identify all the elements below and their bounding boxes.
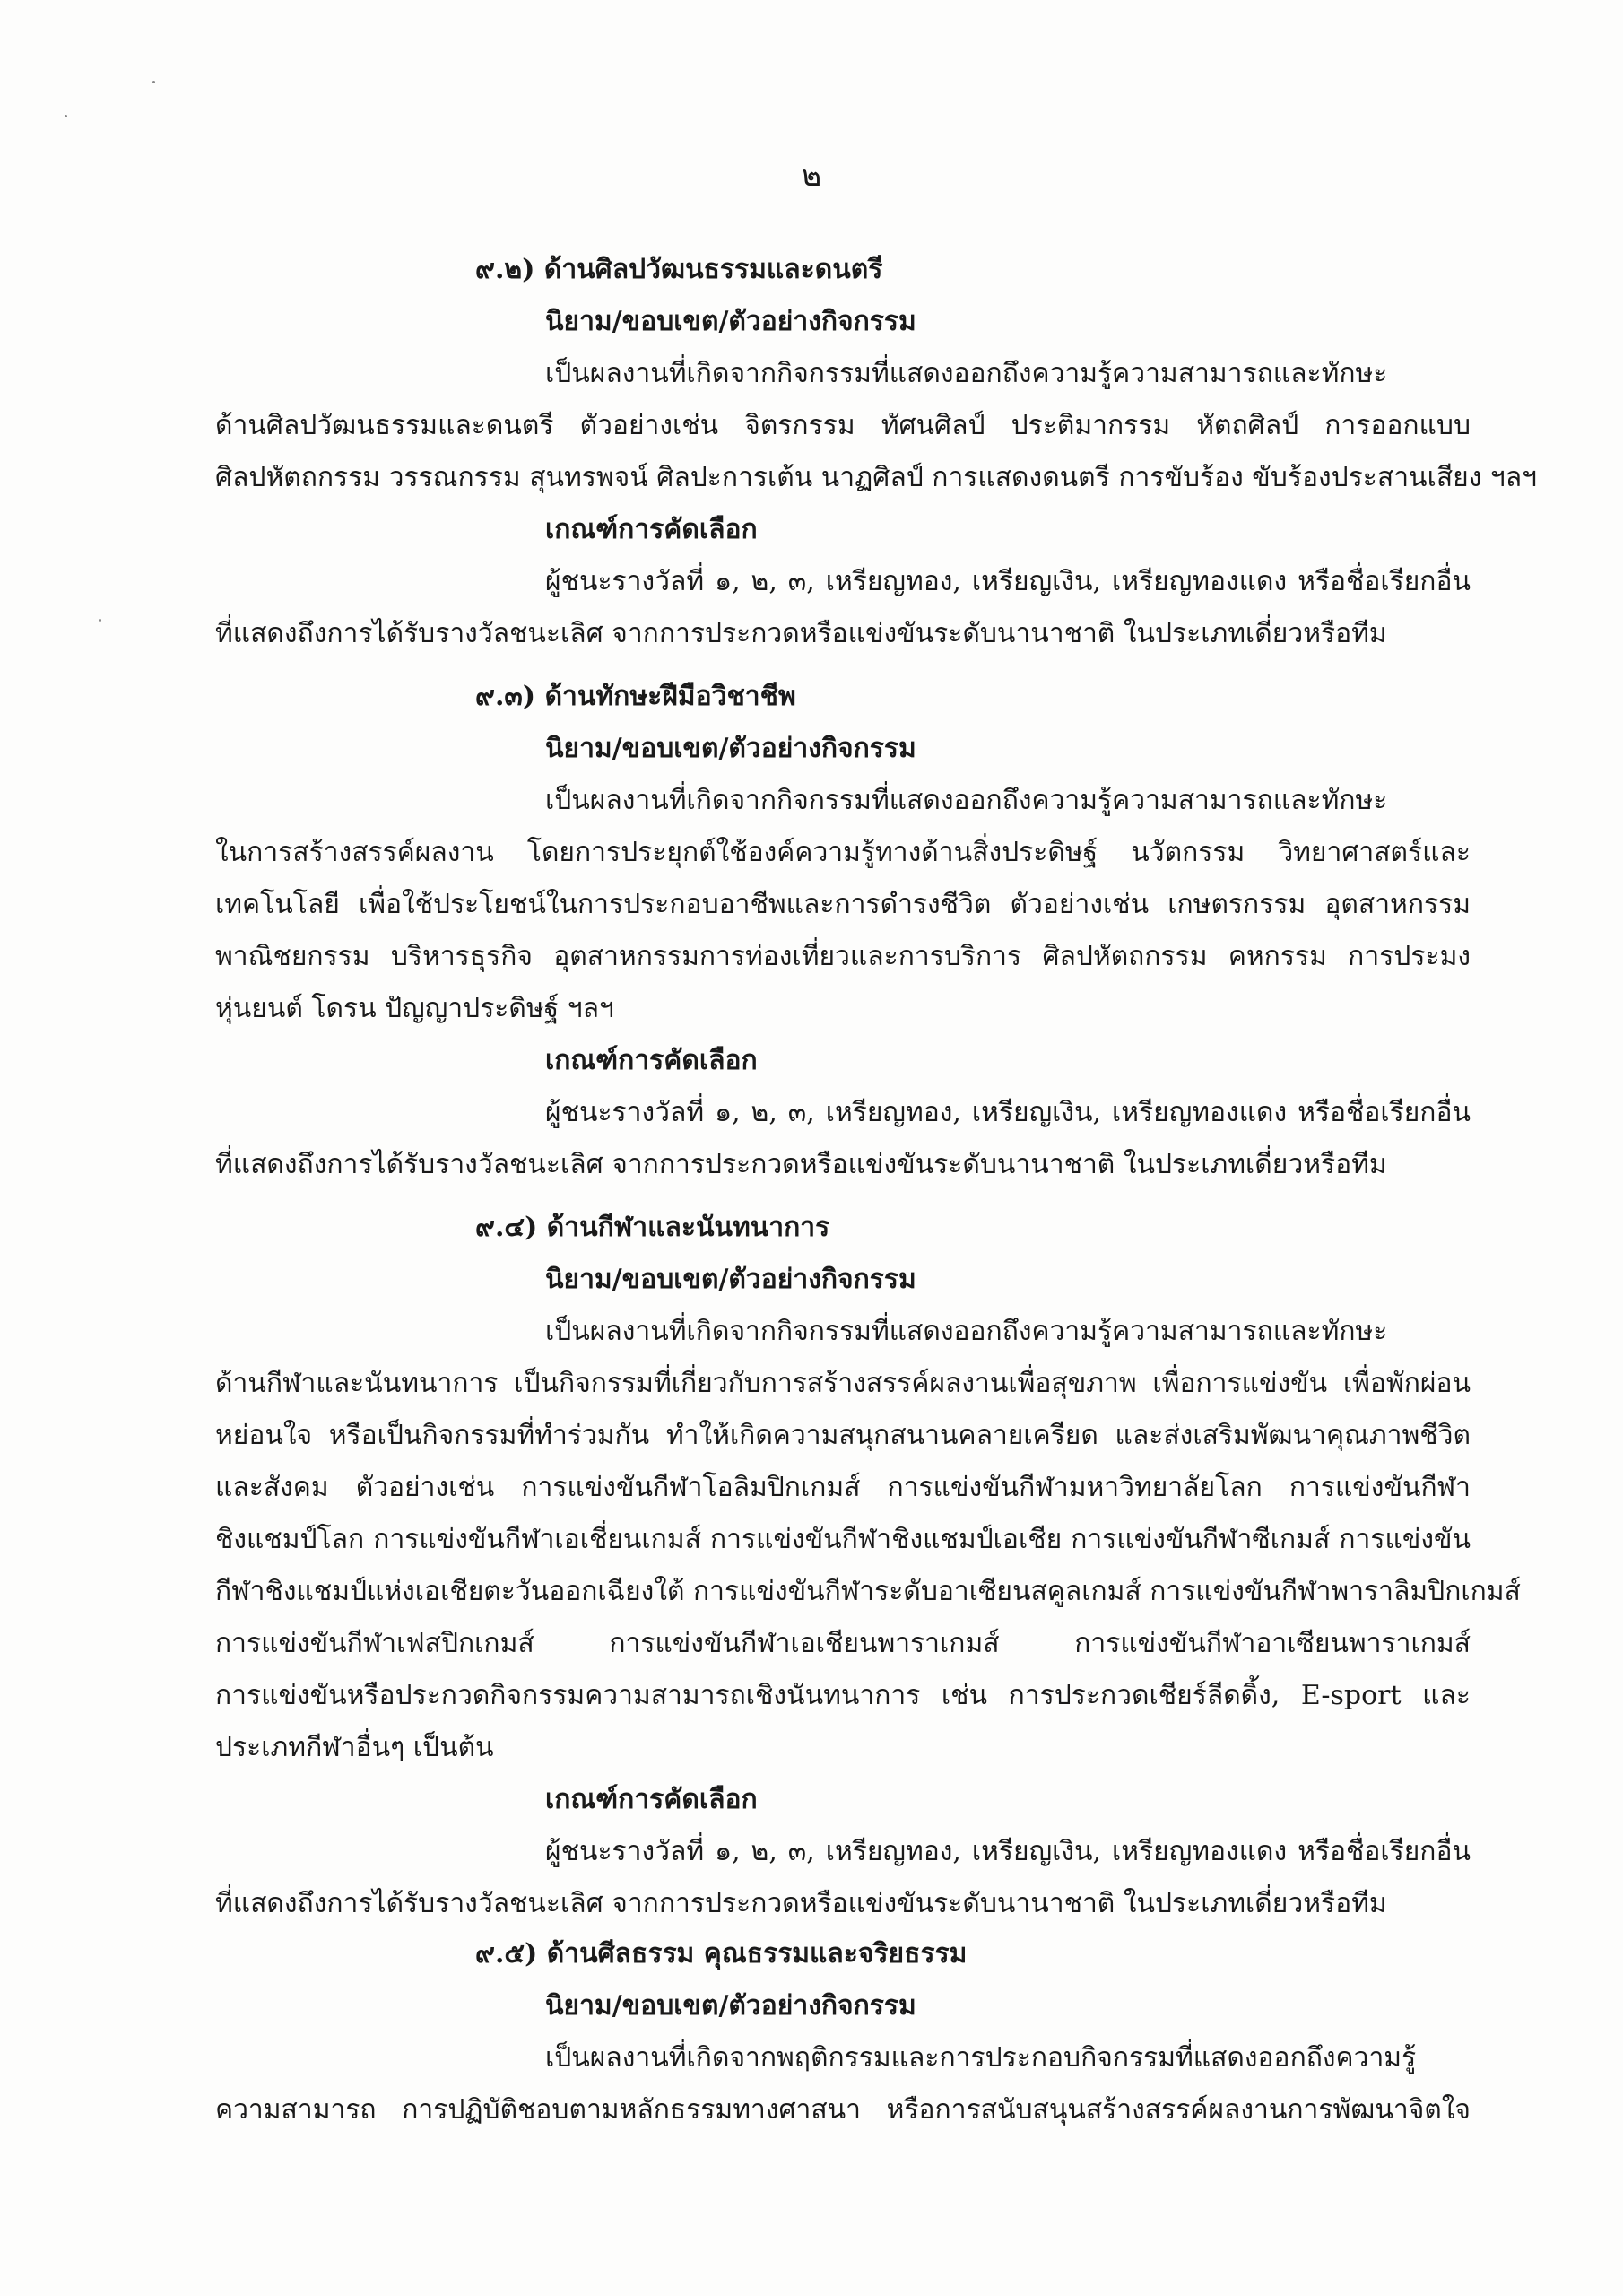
definition-label: นิยาม/ขอบเขต/ตัวอย่างกิจกรรม bbox=[545, 1264, 916, 1295]
section-heading: ๙.๓) ด้านทักษะฝีมือวิชาชีพ bbox=[475, 681, 796, 712]
paragraph-line: หุ่นยนต์ โดรน ปัญญาประดิษฐ์ ฯลฯ bbox=[215, 993, 614, 1024]
page-number: ๒ bbox=[801, 158, 822, 194]
scan-speck bbox=[152, 81, 155, 83]
paragraph-line: เทคโนโลยี เพื่อใช้ประโยชน์ในการประกอบอาชีพและการดำรงชีวิต ตัวอย่างเช่น เกษตรกรรม อุตสาหกรรม bbox=[215, 889, 1471, 920]
paragraph-line: ผู้ชนะรางวัลที่ ๑, ๒, ๓, เหรียญทอง, เหรียญเงิน, เหรียญทองแดง หรือชื่อเรียกอื่น bbox=[545, 1097, 1471, 1128]
paragraph-line: ที่แสดงถึงการได้รับรางวัลชนะเลิศ จากการประกวดหรือแข่งขันระดับนานาชาติ ในประเภทเดี่ยวหรือทีม bbox=[215, 618, 1387, 649]
scan-speck bbox=[99, 619, 101, 622]
section-9-3 bbox=[215, 671, 1471, 1191]
paragraph-line: ด้านศิลปวัฒนธรรมและดนตรี ตัวอย่างเช่น จิตรกรรม ทัศนศิลป์ ประติมากรรม หัตถศิลป์ การออกแบบ bbox=[215, 410, 1471, 441]
paragraph-line: การแข่งขันกีฬาเฟสปิกเกมส์ การแข่งขันกีฬาเอเชียนพาราเกมส์ การแข่งขันกีฬาอาเซียนพาราเกมส์ bbox=[215, 1628, 1471, 1659]
paragraph-line: ผู้ชนะรางวัลที่ ๑, ๒, ๓, เหรียญทอง, เหรียญเงิน, เหรียญทองแดง หรือชื่อเรียกอื่น bbox=[545, 566, 1471, 597]
paragraph-line: ที่แสดงถึงการได้รับรางวัลชนะเลิศ จากการประกวดหรือแข่งขันระดับนานาชาติ ในประเภทเดี่ยวหรือทีม bbox=[215, 1888, 1387, 1919]
paragraph-line: ที่แสดงถึงการได้รับรางวัลชนะเลิศ จากการประกวดหรือแข่งขันระดับนานาชาติ ในประเภทเดี่ยวหรือทีม bbox=[215, 1149, 1387, 1180]
paragraph-line: เป็นผลงานที่เกิดจากพฤติกรรมและการประกอบกิจกรรมที่แสดงออกถึงความรู้ bbox=[545, 2042, 1417, 2074]
section-9-4 bbox=[215, 1202, 1521, 1930]
scan-speck bbox=[65, 115, 67, 117]
criteria-label: เกณฑ์การคัดเลือก bbox=[545, 1784, 758, 1815]
paragraph-line: กีฬาชิงแชมป์แห่งเอเชียตะวันออกเฉียงใต้ การแข่งขันกีฬาระดับอาเซียนสคูลเกมส์ การแข่งขันกีฬาพาราลิมปิกเกมส์ bbox=[215, 1576, 1521, 1607]
paragraph-line: ประเภทกีฬาอื่นๆ เป็นต้น bbox=[215, 1732, 494, 1763]
paragraph-line: และสังคม ตัวอย่างเช่น การแข่งขันกีฬาโอลิมปิกเกมส์ การแข่งขันกีฬามหาวิทยาลัยโลก การแข่งขันกีฬา bbox=[215, 1472, 1471, 1503]
definition-label: นิยาม/ขอบเขต/ตัวอย่างกิจกรรม bbox=[545, 1990, 916, 2022]
paragraph-line: ในการสร้างสรรค์ผลงาน โดยการประยุกต์ใช้องค์ความรู้ทางด้านสิ่งประดิษฐ์ นวัตกรรม วิทยาศาสตร์และ bbox=[215, 837, 1471, 868]
section-9-5 bbox=[215, 1928, 1471, 2136]
paragraph-line: ชิงแชมป์โลก การแข่งขันกีฬาเอเชี่ยนเกมส์ การแข่งขันกีฬาชิงแชมป์เอเชีย การแข่งขันกีฬาซีเกมส์ การแข่งขัน bbox=[215, 1524, 1471, 1555]
criteria-label: เกณฑ์การคัดเลือก bbox=[545, 1045, 758, 1076]
paragraph-line: ความสามารถ การปฏิบัติชอบตามหลักธรรมทางศาสนา หรือการสนับสนุนสร้างสรรค์ผลงานการพัฒนาจิตใจ bbox=[215, 2094, 1471, 2126]
paragraph-line: เป็นผลงานที่เกิดจากกิจกรรมที่แสดงออกถึงความรู้ความสามารถและทักษะ bbox=[545, 358, 1388, 389]
paragraph-line: เป็นผลงานที่เกิดจากกิจกรรมที่แสดงออกถึงความรู้ความสามารถและทักษะ bbox=[545, 785, 1388, 816]
paragraph-line: เป็นผลงานที่เกิดจากกิจกรรมที่แสดงออกถึงความรู้ความสามารถและทักษะ bbox=[545, 1316, 1388, 1347]
definition-label: นิยาม/ขอบเขต/ตัวอย่างกิจกรรม bbox=[545, 306, 916, 337]
paragraph-line: พาณิชยกรรม บริหารธุรกิจ อุตสาหกรรมการท่องเที่ยวและการบริการ ศิลปหัตถกรรม คหกรรม การประมง bbox=[215, 941, 1471, 972]
paragraph-line: ผู้ชนะรางวัลที่ ๑, ๒, ๓, เหรียญทอง, เหรียญเงิน, เหรียญทองแดง หรือชื่อเรียกอื่น bbox=[545, 1836, 1471, 1867]
paragraph-line: หย่อนใจ หรือเป็นกิจกรรมที่ทำร่วมกัน ทำให้เกิดความสนุกสนานคลายเครียด และส่งเสริมพัฒนาคุณภาพชีวิต bbox=[215, 1420, 1471, 1451]
criteria-label: เกณฑ์การคัดเลือก bbox=[545, 514, 758, 545]
paragraph-line: การแข่งขันหรือประกวดกิจกรรมความสามารถเชิงนันทนาการ เช่น การประกวดเชียร์ลีดดิ้ง, E-sport และ bbox=[215, 1680, 1471, 1711]
section-heading: ๙.๕) ด้านศีลธรรม คุณธรรมและจริยธรรม bbox=[475, 1938, 968, 1970]
paragraph-line: ด้านกีฬาและนันทนาการ เป็นกิจกรรมที่เกี่ยวกับการสร้างสรรค์ผลงานเพื่อสุขภาพ เพื่อการแข่งขัน เพื่อพักผ่อน bbox=[215, 1368, 1471, 1399]
paragraph-line: ศิลปหัตถกรรม วรรณกรรม สุนทรพจน์ ศิลปะการเต้น นาฏศิลป์ การแสดงดนตรี การขับร้อง ขับร้องประสานเสียง ฯลฯ bbox=[215, 462, 1537, 493]
definition-label: นิยาม/ขอบเขต/ตัวอย่างกิจกรรม bbox=[545, 733, 916, 764]
section-9-2 bbox=[215, 244, 1537, 660]
section-heading: ๙.๒) ด้านศิลปวัฒนธรรมและดนตรี bbox=[475, 254, 883, 285]
section-heading: ๙.๔) ด้านกีฬาและนันทนาการ bbox=[475, 1212, 830, 1243]
